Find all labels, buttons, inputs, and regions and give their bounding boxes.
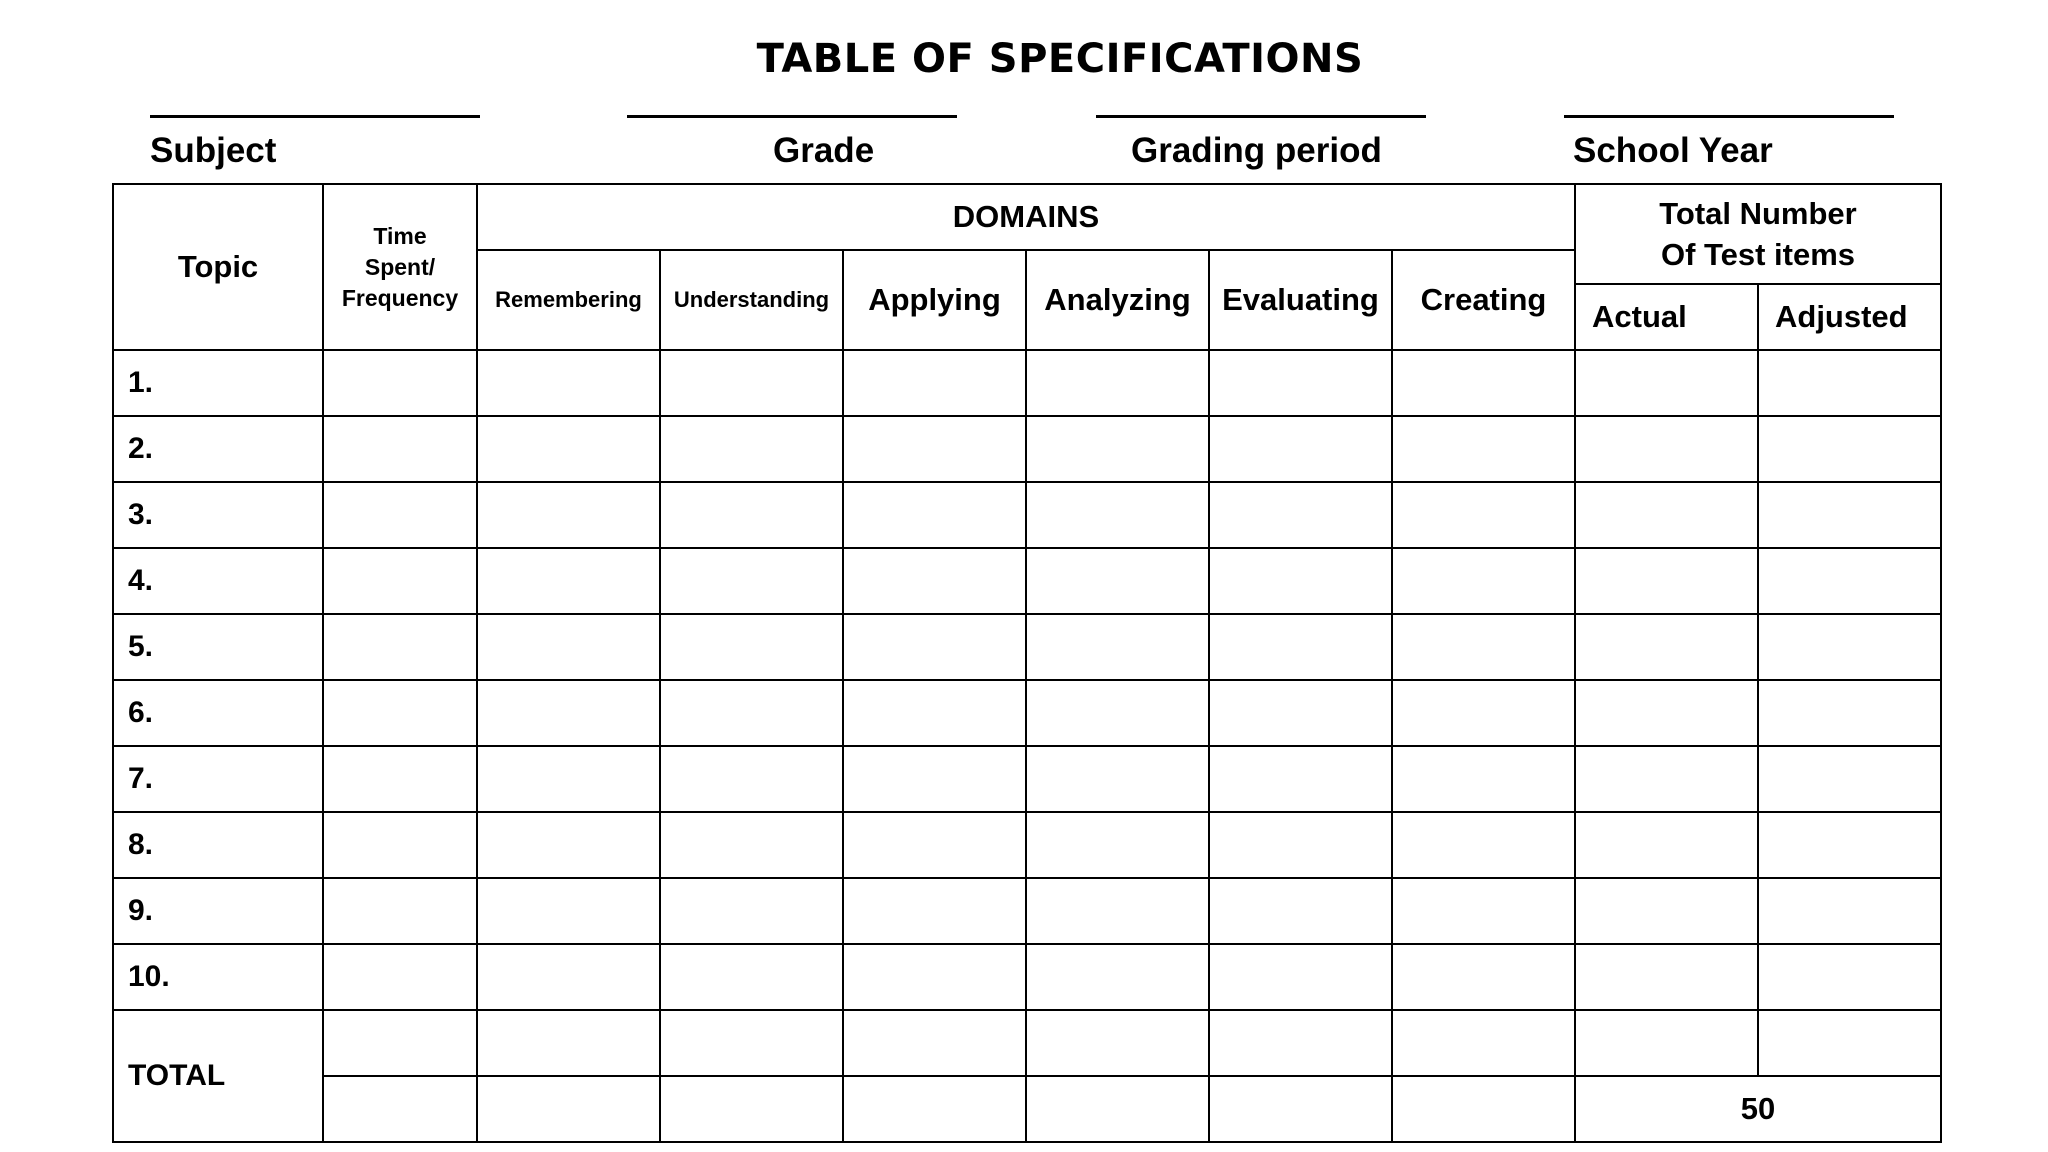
table-cell[interactable] xyxy=(1209,482,1392,548)
page-title: TABLE OF SPECIFICATIONS xyxy=(756,36,1364,82)
table-row xyxy=(113,350,1941,416)
table-cell[interactable] xyxy=(477,812,660,878)
table-cell[interactable] xyxy=(660,680,843,746)
total-cell[interactable] xyxy=(660,1076,843,1142)
grading-period-blank-line xyxy=(1096,115,1426,118)
total-cell[interactable] xyxy=(1209,1010,1392,1076)
table-cell[interactable] xyxy=(323,614,477,680)
total-items-value: 50 xyxy=(1575,1076,1941,1142)
topic-row-label: 7. xyxy=(113,746,323,812)
table-cell[interactable] xyxy=(660,812,843,878)
subject-field[interactable] xyxy=(150,115,480,170)
total-label: TOTAL xyxy=(113,1010,323,1142)
table-cell[interactable] xyxy=(477,944,660,1010)
table-cell[interactable] xyxy=(1392,614,1575,680)
table-row xyxy=(113,548,1941,614)
table-cell[interactable] xyxy=(1575,746,1758,812)
table-cell[interactable] xyxy=(660,350,843,416)
table-cell[interactable] xyxy=(323,680,477,746)
table-cell[interactable] xyxy=(1026,812,1209,878)
table-cell[interactable] xyxy=(1026,746,1209,812)
table-cell[interactable] xyxy=(1026,680,1209,746)
table-cell[interactable] xyxy=(1392,812,1575,878)
total-cell[interactable] xyxy=(1758,1010,1941,1076)
topic-row-label: 4. xyxy=(113,548,323,614)
table-cell[interactable] xyxy=(843,416,1026,482)
table-cell[interactable] xyxy=(1026,614,1209,680)
table-cell[interactable] xyxy=(1392,680,1575,746)
total-cell[interactable] xyxy=(1026,1010,1209,1076)
school-year-blank-line xyxy=(1564,115,1894,118)
total-cell[interactable] xyxy=(1209,1076,1392,1142)
table-cell[interactable] xyxy=(323,812,477,878)
total-header-line: Total Number xyxy=(1659,196,1857,231)
domain-analyzing: Analyzing xyxy=(1026,250,1209,350)
table-cell[interactable] xyxy=(843,548,1026,614)
school-year-label: School Year xyxy=(1573,131,1773,170)
table-cell[interactable] xyxy=(323,350,477,416)
table-cell[interactable] xyxy=(843,350,1026,416)
total-cell[interactable] xyxy=(477,1010,660,1076)
table-cell[interactable] xyxy=(1575,878,1758,944)
grading-period-field[interactable] xyxy=(1096,115,1426,170)
table-cell[interactable] xyxy=(323,878,477,944)
table-cell[interactable] xyxy=(1209,614,1392,680)
topic-row-label: 6. xyxy=(113,680,323,746)
table-cell[interactable] xyxy=(1758,548,1941,614)
topic-row-label: 1. xyxy=(113,350,323,416)
table-cell[interactable] xyxy=(1392,746,1575,812)
table-cell[interactable] xyxy=(323,548,477,614)
table-cell[interactable] xyxy=(1575,680,1758,746)
topic-row-label: 5. xyxy=(113,614,323,680)
table-cell[interactable] xyxy=(843,680,1026,746)
table-row xyxy=(113,614,1941,680)
table-cell[interactable] xyxy=(1209,350,1392,416)
total-cell[interactable] xyxy=(1575,1010,1758,1076)
table-cell[interactable] xyxy=(1758,746,1941,812)
table-cell[interactable] xyxy=(1758,944,1941,1010)
table-cell[interactable] xyxy=(1575,944,1758,1010)
table-cell[interactable] xyxy=(1026,944,1209,1010)
domain-evaluating: Evaluating xyxy=(1209,250,1392,350)
subject-label: Subject xyxy=(150,131,277,170)
table-cell[interactable] xyxy=(1209,680,1392,746)
topic-row-label: 10. xyxy=(113,944,323,1010)
total-cell[interactable] xyxy=(1026,1076,1209,1142)
table-cell[interactable] xyxy=(1758,812,1941,878)
table-row xyxy=(113,812,1941,878)
table-cell[interactable] xyxy=(660,614,843,680)
table-cell[interactable] xyxy=(1575,482,1758,548)
table-cell[interactable] xyxy=(1575,350,1758,416)
total-items-header xyxy=(1575,184,1941,284)
table-cell[interactable] xyxy=(1392,416,1575,482)
table-cell[interactable] xyxy=(1209,746,1392,812)
table-cell[interactable] xyxy=(323,416,477,482)
domain-remembering: Remembering xyxy=(477,250,660,350)
school-year-field[interactable] xyxy=(1564,115,1894,170)
table-cell[interactable] xyxy=(1758,482,1941,548)
domain-creating: Creating xyxy=(1392,250,1575,350)
topic-row-label: 9. xyxy=(113,878,323,944)
table-cell[interactable] xyxy=(1392,482,1575,548)
table-cell[interactable] xyxy=(843,614,1026,680)
domains-header: DOMAINS xyxy=(477,184,1575,250)
total-cell[interactable] xyxy=(477,1076,660,1142)
table-cell[interactable] xyxy=(477,548,660,614)
table-cell[interactable] xyxy=(1758,350,1941,416)
table-cell[interactable] xyxy=(1209,878,1392,944)
table-cell[interactable] xyxy=(1758,680,1941,746)
total-row xyxy=(113,1076,1941,1142)
grading-period-label: Grading period xyxy=(1131,131,1382,170)
table-cell[interactable] xyxy=(1392,944,1575,1010)
table-cell[interactable] xyxy=(477,680,660,746)
total-cell[interactable] xyxy=(323,1010,477,1076)
subject-blank-line xyxy=(150,115,480,118)
topic-row-label: 8. xyxy=(113,812,323,878)
time-header-line: Time xyxy=(373,222,427,249)
table-cell[interactable] xyxy=(323,482,477,548)
domain-understanding: Understanding xyxy=(660,250,843,350)
total-row xyxy=(113,1010,1941,1076)
actual-header: Actual xyxy=(1575,284,1758,350)
table-cell[interactable] xyxy=(1026,878,1209,944)
table-cell[interactable] xyxy=(1209,944,1392,1010)
adjusted-header: Adjusted xyxy=(1758,284,1941,350)
table-cell[interactable] xyxy=(660,944,843,1010)
table-cell[interactable] xyxy=(1575,416,1758,482)
table-row xyxy=(113,746,1941,812)
table-cell[interactable] xyxy=(1392,350,1575,416)
table-cell[interactable] xyxy=(1209,416,1392,482)
grade-field[interactable] xyxy=(627,115,957,170)
table-cell[interactable] xyxy=(1392,878,1575,944)
time-spent-header xyxy=(323,184,477,350)
table-cell[interactable] xyxy=(477,746,660,812)
table-cell[interactable] xyxy=(477,416,660,482)
table-cell[interactable] xyxy=(1026,548,1209,614)
table-cell[interactable] xyxy=(1575,614,1758,680)
table-cell[interactable] xyxy=(1026,350,1209,416)
table-cell[interactable] xyxy=(660,548,843,614)
table-cell[interactable] xyxy=(660,416,843,482)
table-cell[interactable] xyxy=(660,746,843,812)
total-cell[interactable] xyxy=(323,1076,477,1142)
total-cell[interactable] xyxy=(660,1010,843,1076)
table-cell[interactable] xyxy=(843,482,1026,548)
topic-row-label: 3. xyxy=(113,482,323,548)
total-cell[interactable] xyxy=(1392,1076,1575,1142)
total-header-line: Of Test items xyxy=(1660,237,1856,272)
time-header-line: Frequency xyxy=(341,284,459,311)
table-cell[interactable] xyxy=(1209,548,1392,614)
table-row xyxy=(113,944,1941,1010)
table-cell[interactable] xyxy=(1026,482,1209,548)
table-cell[interactable] xyxy=(323,944,477,1010)
table-row xyxy=(113,482,1941,548)
table-row xyxy=(113,878,1941,944)
total-cell[interactable] xyxy=(1392,1010,1575,1076)
table-cell[interactable] xyxy=(477,878,660,944)
table-row xyxy=(113,416,1941,482)
table-cell[interactable] xyxy=(477,482,660,548)
table-cell[interactable] xyxy=(1758,878,1941,944)
table-cell[interactable] xyxy=(1575,812,1758,878)
table-cell[interactable] xyxy=(1758,416,1941,482)
table-cell[interactable] xyxy=(843,944,1026,1010)
topic-row-label: 2. xyxy=(113,416,323,482)
grade-label: Grade xyxy=(773,131,875,170)
total-cell[interactable] xyxy=(843,1076,1026,1142)
total-cell[interactable] xyxy=(843,1010,1026,1076)
table-cell[interactable] xyxy=(660,878,843,944)
table-cell[interactable] xyxy=(1209,812,1392,878)
topic-header: Topic xyxy=(113,184,323,350)
table-cell[interactable] xyxy=(477,614,660,680)
table-row xyxy=(113,680,1941,746)
table-cell[interactable] xyxy=(477,350,660,416)
grade-blank-line xyxy=(627,115,957,118)
table-cell[interactable] xyxy=(1392,548,1575,614)
table-cell[interactable] xyxy=(323,746,477,812)
table-cell[interactable] xyxy=(843,878,1026,944)
domain-applying: Applying xyxy=(843,250,1026,350)
table-cell[interactable] xyxy=(1026,416,1209,482)
table-cell[interactable] xyxy=(1758,614,1941,680)
specifications-table xyxy=(112,183,1942,1143)
time-header-line: Spent/ xyxy=(364,253,436,280)
table-cell[interactable] xyxy=(660,482,843,548)
table-cell[interactable] xyxy=(843,746,1026,812)
table-cell[interactable] xyxy=(1575,548,1758,614)
table-cell[interactable] xyxy=(843,812,1026,878)
